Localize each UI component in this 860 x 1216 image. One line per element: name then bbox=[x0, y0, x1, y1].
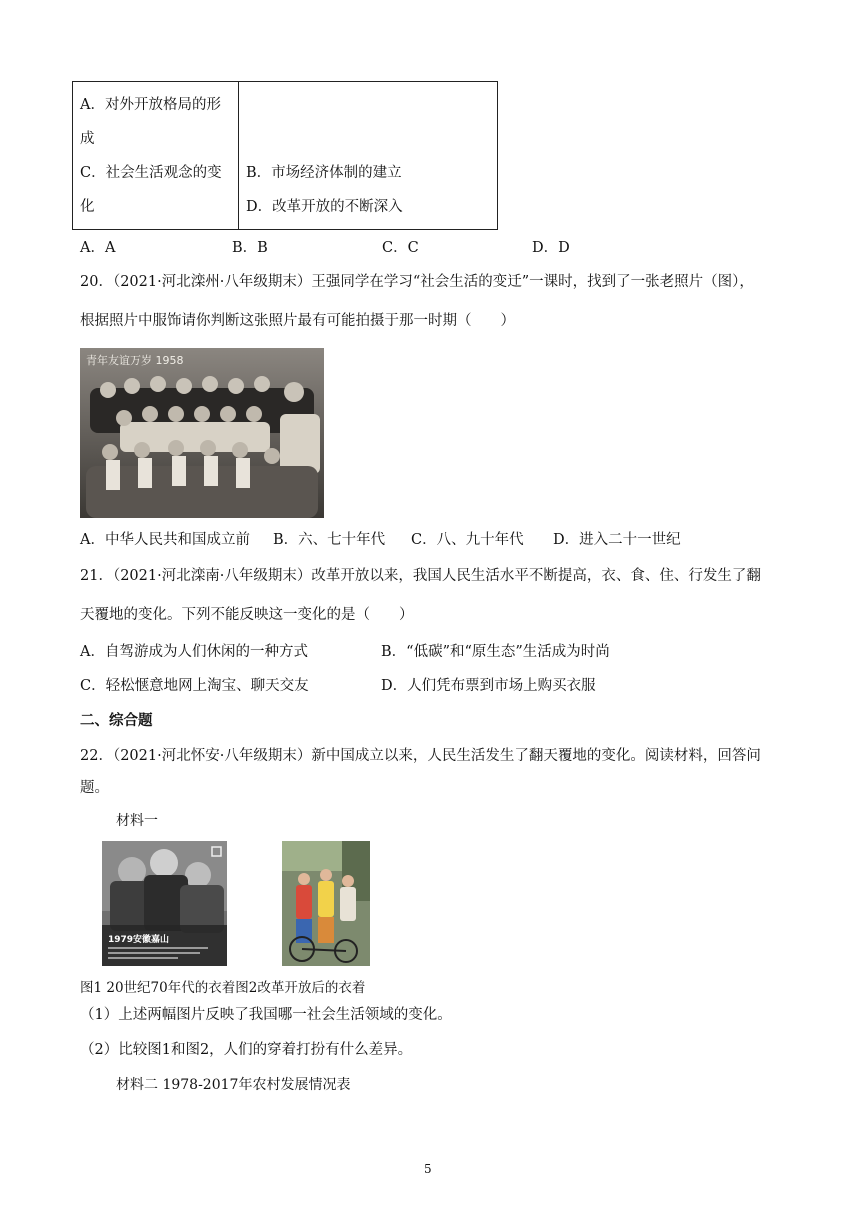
q22-figure2-photo bbox=[282, 841, 370, 966]
q19-table-line: 成 bbox=[80, 131, 95, 147]
q19-table-line: 化 bbox=[80, 199, 95, 215]
q19-choice-d[interactable]: D．D bbox=[532, 240, 570, 256]
q20-stem-line1: 20．（2021·河北滦州·八年级期末）王强同学在学习“社会生活的变迁”一课时，找到了一张老照片（图）， bbox=[80, 274, 754, 290]
q21-stem-line1: 21．（2021·河北滦南·八年级期末）改革开放以来，我国人民生活水平不断提高，衣、食、住、行发生了翻 bbox=[80, 568, 761, 584]
q19-choice-c[interactable]: C．C bbox=[382, 240, 419, 256]
q19-table-line: D．改革开放的不断深入 bbox=[246, 199, 403, 215]
q19-table-cell-right bbox=[239, 82, 498, 230]
q21-choice-b[interactable]: B．“低碳”和“原生态”生活成为时尚 bbox=[381, 644, 610, 660]
figure2-image bbox=[282, 841, 370, 966]
q22-subquestion-1: （1）上述两幅图片反映了我国哪一社会生活领域的变化。 bbox=[80, 1007, 452, 1023]
q19-option-table bbox=[72, 81, 498, 230]
q20-choice-b[interactable]: B．六、七十年代 bbox=[273, 532, 386, 548]
q22-material2-label: 材料二 1978-2017年农村发展情况表 bbox=[116, 1077, 351, 1093]
q21-choice-d[interactable]: D．人们凭布票到市场上购买衣服 bbox=[381, 678, 596, 694]
q19-table-cell-left bbox=[73, 82, 239, 230]
q20-stem-line2: 根据照片中服饰请你判断这张照片最有可能拍摄于那一时期（ ） bbox=[80, 313, 515, 329]
q22-stem-line1: 22．（2021·河北怀安·八年级期末）新中国成立以来，人民生活发生了翻天覆地的变化。阅读材料，回答问 bbox=[80, 748, 761, 764]
section-title: 二、综合题 bbox=[80, 712, 153, 729]
group-photo-image bbox=[80, 348, 324, 518]
q20-choice-c[interactable]: C．八、九十年代 bbox=[411, 532, 524, 548]
q20-choice-d[interactable]: D．进入二十一世纪 bbox=[553, 532, 681, 548]
photo-inscription: 青年友谊万岁 1958 bbox=[86, 354, 184, 367]
page-number: 5 bbox=[424, 1162, 432, 1176]
figure1-label: 1979安徽嘉山 bbox=[108, 935, 170, 945]
q22-subquestion-2: （2）比较图1和图2，人们的穿着打扮有什么差异。 bbox=[80, 1042, 413, 1058]
q19-table-line: A．对外开放格局的形 bbox=[80, 97, 221, 113]
q21-stem-line2: 天覆地的变化。下列不能反映这一变化的是（ ） bbox=[80, 607, 414, 623]
q20-old-group-photo bbox=[80, 348, 324, 518]
q21-choice-a[interactable]: A．自驾游成为人们休闲的一种方式 bbox=[80, 644, 308, 660]
q19-choice-b[interactable]: B．B bbox=[232, 240, 268, 256]
q22-stem-line2: 题。 bbox=[80, 780, 109, 796]
q19-choice-a[interactable]: A．A bbox=[80, 240, 116, 256]
q22-material1-label: 材料一 bbox=[116, 813, 158, 829]
q20-choice-a[interactable]: A．中华人民共和国成立前 bbox=[80, 532, 250, 548]
q19-table-line: C．社会生活观念的变 bbox=[80, 165, 222, 181]
q19-table-line: B．市场经济体制的建立 bbox=[246, 165, 402, 181]
figure1-image bbox=[102, 841, 227, 966]
q22-figure1-photo bbox=[102, 841, 227, 966]
q22-figure-caption: 图1 20世纪70年代的衣着图2改革开放后的衣着 bbox=[80, 980, 366, 996]
q21-choice-c[interactable]: C．轻松惬意地网上淘宝、聊天交友 bbox=[80, 678, 309, 694]
